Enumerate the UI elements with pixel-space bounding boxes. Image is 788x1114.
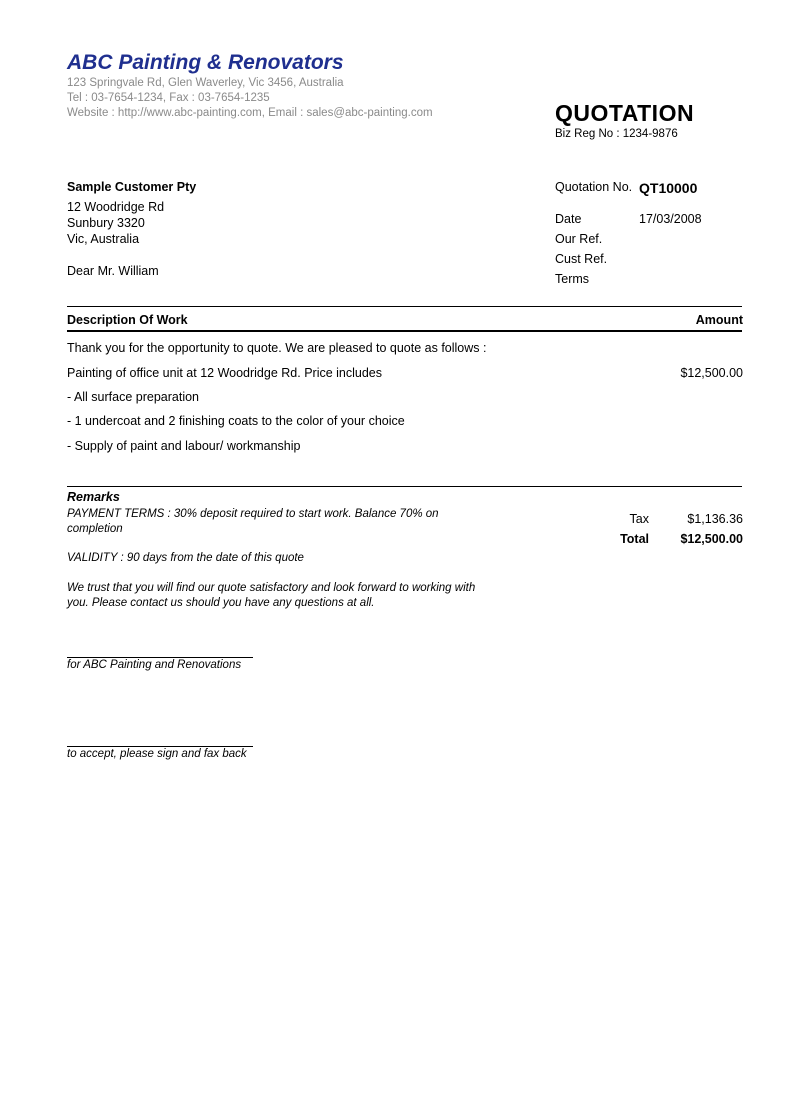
quotation-number: QT10000 (639, 180, 698, 196)
remarks-title: Remarks (67, 490, 120, 504)
document-title: QUOTATION (555, 100, 695, 126)
company-phone: Tel : 03-7654-1234, Fax : 03-7654-1235 (67, 92, 270, 104)
total-label: Total (620, 532, 649, 546)
table-top-rule (67, 306, 742, 307)
greeting: Dear Mr. William (67, 264, 159, 278)
customer-address-line: 12 Woodridge Rd (67, 200, 165, 214)
company-name: ABC Painting & Renovators (67, 51, 344, 74)
tax-value: $1,136.36 (687, 512, 743, 526)
table-row-text: - All surface preparation (67, 390, 200, 404)
table-header-rule (67, 330, 742, 332)
biz-reg-number: Biz Reg No : 1234-9876 (555, 128, 678, 140)
closing-note: We trust that you will find our quote satisfactory and look forward to working with you. Please contact us should you have any questions at all. (67, 582, 476, 609)
table-row-text: Painting of office unit at 12 Woodridge Rd. Price includes (67, 366, 383, 380)
customer-address-line: Vic, Australia (67, 232, 140, 246)
table-row-amount: $12,500.00 (680, 366, 743, 380)
customer-signature-line (67, 746, 253, 747)
date-value: 17/03/2008 (639, 212, 702, 226)
company-website: Website : http://www.abc-painting.com, Email : sales@abc-painting.com (67, 107, 433, 119)
amount-header: Amount (695, 313, 743, 327)
total-value: $12,500.00 (680, 532, 743, 546)
date-label: Date (555, 212, 582, 226)
cust-ref-label: Cust Ref. (555, 252, 608, 266)
table-row-text: Thank you for the opportunity to quote. We are pleased to quote as follows : (67, 341, 487, 355)
terms-label: Terms (555, 272, 590, 286)
payment-terms: PAYMENT TERMS : 30% deposit required to start work. Balance 70% on completion (67, 508, 439, 535)
validity-note: VALIDITY : 90 days from the date of this quote (67, 552, 304, 564)
remarks-top-rule (67, 486, 742, 487)
company-signature-caption: for ABC Painting and Renovations (67, 659, 242, 671)
company-signature-line (67, 657, 253, 658)
tax-label: Tax (629, 512, 649, 526)
company-address: 123 Springvale Rd, Glen Waverley, Vic 3456, Australia (67, 77, 344, 89)
table-row-text: - Supply of paint and labour/ workmanship (67, 439, 301, 453)
customer-signature-caption: to accept, please sign and fax back (67, 748, 247, 760)
description-header: Description Of Work (67, 313, 188, 327)
customer-name: Sample Customer Pty (67, 180, 197, 194)
quotation-no-label: Quotation No. (555, 180, 633, 194)
table-row-text: - 1 undercoat and 2 finishing coats to the color of your choice (67, 414, 405, 428)
our-ref-label: Our Ref. (555, 232, 603, 246)
customer-address-line: Sunbury 3320 (67, 216, 145, 230)
